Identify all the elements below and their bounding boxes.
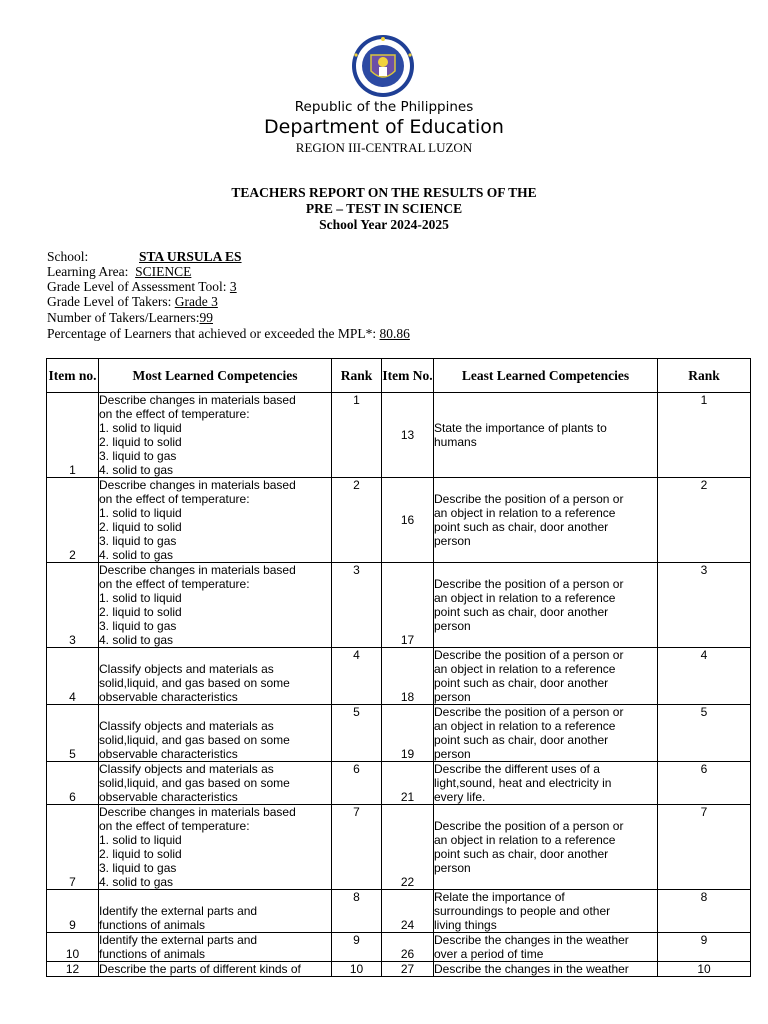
- takers-label: Number of Takers/Learners:: [47, 310, 200, 325]
- most-learned-competency-line: 3. liquid to gas: [99, 534, 177, 548]
- most-item-number: 12: [47, 962, 99, 977]
- most-rank: 6: [332, 762, 382, 805]
- least-learned-competency: [434, 478, 658, 563]
- most-learned-competency-line: 4. solid to gas: [99, 463, 174, 477]
- least-item-number: 26: [382, 933, 434, 962]
- department-heading: Department of Education: [264, 116, 504, 138]
- least-rank: 2: [658, 478, 751, 563]
- most-learned-competency-line: Classify objects and materials as: [99, 719, 274, 733]
- least-learned-competency-line: Describe the changes in the weather: [434, 962, 629, 976]
- most-learned-competency: [99, 962, 332, 977]
- header-item-no: Item no.: [47, 359, 99, 393]
- least-learned-competency-line: Describe the changes in the weather: [434, 933, 629, 947]
- least-learned-competency-line: person: [434, 690, 471, 704]
- most-learned-competency-line: 1. solid to liquid: [99, 591, 182, 605]
- least-learned-competency-line: over a period of time: [434, 947, 544, 961]
- most-learned-competency-line: 2. liquid to solid: [99, 435, 182, 449]
- most-learned-competency-line: 4. solid to gas: [99, 875, 174, 889]
- least-learned-competency-line: living things: [434, 918, 497, 932]
- most-rank: 9: [332, 933, 382, 962]
- table-header-row: [47, 359, 751, 393]
- least-learned-competency-line: Relate the importance of: [434, 890, 565, 904]
- report-title-line1: TEACHERS REPORT ON THE RESULTS OF THE: [231, 185, 537, 200]
- most-learned-competency: [99, 393, 332, 478]
- least-learned-competency-line: every life.: [434, 790, 486, 804]
- least-learned-competency-line: an object in relation to a reference: [434, 833, 616, 847]
- most-learned-competency-line: Describe changes in materials based: [99, 563, 296, 577]
- grade-takers-value: Grade 3: [174, 294, 218, 309]
- table-row: [47, 648, 751, 705]
- least-learned-competency-line: person: [434, 619, 471, 633]
- most-learned-competency-line: on the effect of temperature:: [99, 819, 250, 833]
- least-rank: 3: [658, 563, 751, 648]
- grade-takers-line: [47, 294, 218, 310]
- learning-area-value: SCIENCE: [135, 264, 192, 279]
- most-learned-competency-line: on the effect of temperature:: [99, 492, 250, 506]
- most-learned-competency-line: observable characteristics: [99, 790, 238, 804]
- least-learned-competency-line: an object in relation to a reference: [434, 719, 616, 733]
- least-learned-competency-line: Describe the position of a person or: [434, 705, 624, 719]
- least-learned-competency-line: State the importance of plants to: [434, 421, 607, 435]
- most-learned-competency-line: 1. solid to liquid: [99, 833, 182, 847]
- report-title-line2: PRE – TEST IN SCIENCE: [305, 201, 463, 216]
- deped-seal-logo: [342, 33, 424, 99]
- most-item-number: 5: [47, 705, 99, 762]
- least-rank: 7: [658, 805, 751, 890]
- most-learned-competency-line: 2. liquid to solid: [99, 847, 182, 861]
- least-rank: 8: [658, 890, 751, 933]
- most-learned-competency: [99, 762, 332, 805]
- least-learned-competency: [434, 933, 658, 962]
- most-learned-competency-line: 1. solid to liquid: [99, 506, 182, 520]
- least-learned-competency-line: Describe the position of a person or: [434, 648, 624, 662]
- header-rank-2: Rank: [658, 359, 751, 393]
- most-learned-competency-line: 3. liquid to gas: [99, 619, 177, 633]
- least-item-number: 27: [382, 962, 434, 977]
- least-learned-competency: [434, 805, 658, 890]
- header-most-learned: Most Learned Competencies: [99, 359, 332, 393]
- learning-area-line: [47, 264, 191, 280]
- least-learned-competency-line: person: [434, 861, 471, 875]
- most-learned-competency: [99, 705, 332, 762]
- most-learned-competency: [99, 890, 332, 933]
- most-learned-competency: [99, 805, 332, 890]
- most-rank: 5: [332, 705, 382, 762]
- most-learned-competency-line: Identify the external parts and: [99, 933, 258, 947]
- most-rank: 7: [332, 805, 382, 890]
- least-learned-competency-line: person: [434, 747, 471, 761]
- least-learned-competency: [434, 962, 658, 977]
- least-rank: 10: [658, 962, 751, 977]
- table-row: [47, 890, 751, 933]
- least-learned-competency-line: an object in relation to a reference: [434, 662, 616, 676]
- most-item-number: 9: [47, 890, 99, 933]
- least-learned-competency-line: Describe the position of a person or: [434, 819, 624, 833]
- least-item-number: 13: [382, 393, 434, 478]
- least-learned-competency: [434, 705, 658, 762]
- most-learned-competency: [99, 933, 332, 962]
- most-learned-competency-line: observable characteristics: [99, 690, 238, 704]
- most-item-number: 7: [47, 805, 99, 890]
- least-item-number: 16: [382, 478, 434, 563]
- republic-heading: Republic of the Philippines: [294, 99, 474, 115]
- least-rank: 1: [658, 393, 751, 478]
- least-item-number: 17: [382, 563, 434, 648]
- school-line: [47, 249, 242, 265]
- takers-value: 99: [199, 310, 213, 325]
- least-learned-competency-line: an object in relation to a reference: [434, 591, 616, 605]
- school-label: School:: [47, 249, 89, 264]
- grade-tool-label: Grade Level of Assessment Tool:: [47, 279, 227, 294]
- most-learned-competency-line: 2. liquid to solid: [99, 605, 182, 619]
- most-rank: 4: [332, 648, 382, 705]
- least-learned-competency-line: Describe the position of a person or: [434, 492, 624, 506]
- grade-tool-value: 3: [229, 279, 237, 294]
- most-learned-competency-line: 3. liquid to gas: [99, 449, 177, 463]
- most-learned-competency: [99, 648, 332, 705]
- most-learned-competency-line: Identify the external parts and: [99, 904, 258, 918]
- table-row: [47, 563, 751, 648]
- most-learned-competency-line: 1. solid to liquid: [99, 421, 182, 435]
- grade-takers-label: Grade Level of Takers:: [47, 294, 172, 309]
- header-rank: Rank: [332, 359, 382, 393]
- most-learned-competency-line: solid,liquid, and gas based on some: [99, 733, 290, 747]
- mpl-label: Percentage of Learners that achieved or exceeded the MPL*:: [47, 326, 377, 341]
- most-learned-competency-line: functions of animals: [99, 918, 206, 932]
- least-learned-competency-line: point such as chair, door another: [434, 605, 609, 619]
- least-learned-competency-line: point such as chair, door another: [434, 733, 609, 747]
- most-learned-competency-line: Classify objects and materials as: [99, 762, 274, 776]
- least-learned-competency-line: point such as chair, door another: [434, 847, 609, 861]
- least-item-number: 18: [382, 648, 434, 705]
- most-learned-competency-line: 4. solid to gas: [99, 633, 174, 647]
- least-rank: 4: [658, 648, 751, 705]
- table-row: [47, 933, 751, 962]
- least-learned-competency: [434, 648, 658, 705]
- table-row: [47, 478, 751, 563]
- least-learned-competency-line: an object in relation to a reference: [434, 506, 616, 520]
- most-learned-competency-line: solid,liquid, and gas based on some: [99, 676, 290, 690]
- most-learned-competency-line: 4. solid to gas: [99, 548, 174, 562]
- competencies-table: [46, 358, 751, 977]
- most-learned-competency-line: functions of animals: [99, 947, 206, 961]
- least-learned-competency-line: light,sound, heat and electricity in: [434, 776, 612, 790]
- most-learned-competency-line: on the effect of temperature:: [99, 577, 250, 591]
- least-learned-competency: [434, 393, 658, 478]
- least-learned-competency-line: point such as chair, door another: [434, 520, 609, 534]
- least-item-number: 21: [382, 762, 434, 805]
- least-rank: 9: [658, 933, 751, 962]
- least-learned-competency-line: person: [434, 534, 471, 548]
- least-learned-competency: [434, 762, 658, 805]
- most-item-number: 6: [47, 762, 99, 805]
- least-learned-competency: [434, 563, 658, 648]
- table-row: [47, 705, 751, 762]
- most-learned-competency-line: solid,liquid, and gas based on some: [99, 776, 290, 790]
- table-row: [47, 762, 751, 805]
- most-rank: 10: [332, 962, 382, 977]
- mpl-value: 80.86: [379, 326, 410, 341]
- most-rank: 8: [332, 890, 382, 933]
- takers-line: [47, 310, 213, 326]
- most-learned-competency-line: 3. liquid to gas: [99, 861, 177, 875]
- least-item-number: 19: [382, 705, 434, 762]
- table-row: [47, 805, 751, 890]
- most-learned-competency: [99, 563, 332, 648]
- most-learned-competency-line: on the effect of temperature:: [99, 407, 250, 421]
- least-learned-competency-line: surroundings to people and other: [434, 904, 611, 918]
- least-learned-competency-line: Describe the different uses of a: [434, 762, 600, 776]
- most-learned-competency-line: Describe changes in materials based: [99, 805, 296, 819]
- school-value: STA URSULA ES: [139, 249, 242, 264]
- most-rank: 1: [332, 393, 382, 478]
- most-rank: 3: [332, 563, 382, 648]
- most-item-number: 1: [47, 393, 99, 478]
- most-item-number: 2: [47, 478, 99, 563]
- table-row: [47, 393, 751, 478]
- most-learned-competency-line: Describe changes in materials based: [99, 393, 296, 407]
- least-item-number: 24: [382, 890, 434, 933]
- most-item-number: 4: [47, 648, 99, 705]
- least-item-number: 22: [382, 805, 434, 890]
- table-row: [47, 962, 751, 977]
- most-item-number: 10: [47, 933, 99, 962]
- learning-area-label: Learning Area:: [47, 264, 129, 279]
- least-learned-competency-line: humans: [434, 435, 477, 449]
- header-item-no-2: Item No.: [382, 359, 434, 393]
- grade-tool-line: [47, 279, 237, 295]
- header-least-learned: Least Learned Competencies: [434, 359, 658, 393]
- most-learned-competency-line: observable characteristics: [99, 747, 238, 761]
- most-learned-competency-line: Describe the parts of different kinds of: [99, 962, 301, 976]
- most-learned-competency-line: Describe changes in materials based: [99, 478, 296, 492]
- table-body: [47, 393, 751, 977]
- least-rank: 5: [658, 705, 751, 762]
- report-title-line3: School Year 2024-2025: [319, 217, 449, 232]
- mpl-line: [47, 326, 410, 342]
- most-learned-competency: [99, 478, 332, 563]
- least-learned-competency-line: point such as chair, door another: [434, 676, 609, 690]
- most-item-number: 3: [47, 563, 99, 648]
- least-learned-competency-line: Describe the position of a person or: [434, 577, 624, 591]
- most-learned-competency-line: 2. liquid to solid: [99, 520, 182, 534]
- least-rank: 6: [658, 762, 751, 805]
- most-rank: 2: [332, 478, 382, 563]
- region-heading: REGION III-CENTRAL LUZON: [295, 140, 473, 155]
- least-learned-competency: [434, 890, 658, 933]
- most-learned-competency-line: Classify objects and materials as: [99, 662, 274, 676]
